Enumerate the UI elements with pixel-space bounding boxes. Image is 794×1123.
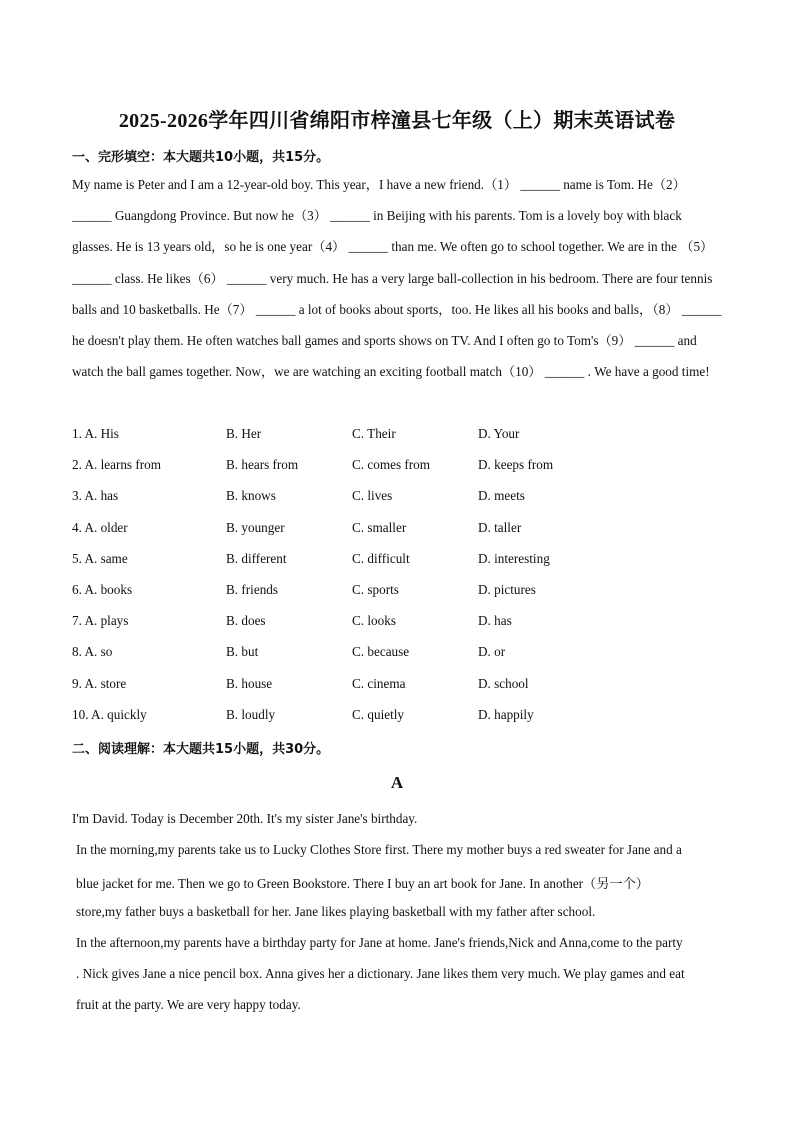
option-b: B. Her — [226, 426, 262, 441]
option-d: D. keeps from — [478, 457, 554, 473]
option-b: B. younger — [226, 519, 285, 535]
passage-label: A — [390, 773, 404, 792]
option-b: B. friends — [226, 582, 279, 597]
option-c: C. difficult — [352, 550, 410, 566]
option-b: B. loudly — [226, 706, 276, 722]
option-a: 6. A. books — [72, 582, 133, 597]
option-d: D. school — [478, 675, 529, 691]
option-d: D. happily — [478, 706, 534, 722]
reading-line: In the afternoon,my parents have a birthday party for Jane at home. Jane's friends,Nick and Anna,come to the party — [76, 935, 683, 950]
option-a: 10. A. quickly — [72, 706, 147, 722]
option-c: C. Their — [352, 426, 396, 441]
option-c: C. comes from — [352, 457, 431, 473]
option-c: C. smaller — [352, 519, 407, 535]
section-heading-cloze: 一、完形填空：本大题共10小题，共15分。 — [72, 150, 330, 165]
cloze-passage: My name is Peter and I am a 12-year-old boy. This year，I have a new friend.（1） ______ name is Tom. He（2） ______ Guangdong Province. But now he（3） ______ in Beijing with his parents. Tom is a lovely boy with black glasses. He is 13 years old，so he is one year（4） ______ than me. We often go to school together. We are in the （5） ______ class. He likes（6） ______ very much. He has a very large ball-collection in his bedroom. There are four tennis balls and 10 basketballs. He（7） ______ a lot of books about sports，too. He likes all his books and balls，（8） ______ he doesn't play them. He often watches ball games and sports shows on TV. And I often go to Tom's（9） ______ and watch the ball games together. Now，we are watching an exciting football match（10） ______ . We have a good time! — [72, 177, 722, 380]
option-a: 5. A. same — [72, 550, 128, 566]
option-b: B. does — [226, 613, 266, 629]
option-c: C. sports — [352, 582, 399, 597]
reading-line: fruit at the party. We are very happy today. — [76, 997, 301, 1012]
option-a: 7. A. plays — [72, 613, 129, 629]
option-c: C. cinema — [352, 675, 406, 691]
option-d: D. taller — [478, 519, 522, 535]
option-a: 2. A. learns from — [72, 457, 161, 473]
option-b: B. different — [226, 550, 287, 566]
option-a: 9. A. store — [72, 675, 127, 691]
option-c: C. lives — [352, 488, 393, 504]
option-d: D. pictures — [478, 582, 536, 597]
option-b: B. house — [226, 675, 273, 691]
reading-line: I'm David. Today is December 20th. It's my sister Jane's birthday. — [72, 811, 418, 826]
reading-line: blue jacket for me. Then we go to Green Bookstore. There I buy an art book for Jane. In another（另一个） — [76, 876, 649, 891]
reading-line: In the morning,my parents take us to Lucky Clothes Store first. There my mother buys a red sweater for Jane and a — [76, 842, 682, 857]
option-b: B. knows — [226, 488, 276, 504]
reading-line: store,my father buys a basketball for her. Jane likes playing basketball with my father after school. — [76, 904, 596, 919]
option-a: 8. A. so — [72, 644, 113, 660]
option-a: 1. A. His — [72, 426, 119, 441]
reading-line: . Nick gives Jane a nice pencil box. Anna gives her a dictionary. Jane likes them very much. We play games and eat — [76, 966, 685, 981]
option-a: 3. A. has — [72, 488, 119, 504]
option-b: B. hears from — [226, 457, 299, 473]
page-title: 2025-2026学年四川省绵阳市梓潼县七年级（上）期末英语试卷 — [118, 110, 676, 132]
option-d: D. meets — [478, 488, 525, 504]
option-d: D. or — [478, 644, 506, 660]
option-d: D. Your — [478, 426, 520, 441]
option-c: C. because — [352, 644, 410, 660]
section-heading-reading: 二、阅读理解：本大题共15小题，共30分。 — [72, 742, 330, 757]
option-b: B. but — [226, 644, 259, 660]
option-c: C. looks — [352, 613, 396, 629]
option-c: C. quietly — [352, 706, 405, 722]
option-a: 4. A. older — [72, 519, 128, 535]
option-d: D. has — [478, 613, 512, 629]
option-d: D. interesting — [478, 550, 550, 566]
